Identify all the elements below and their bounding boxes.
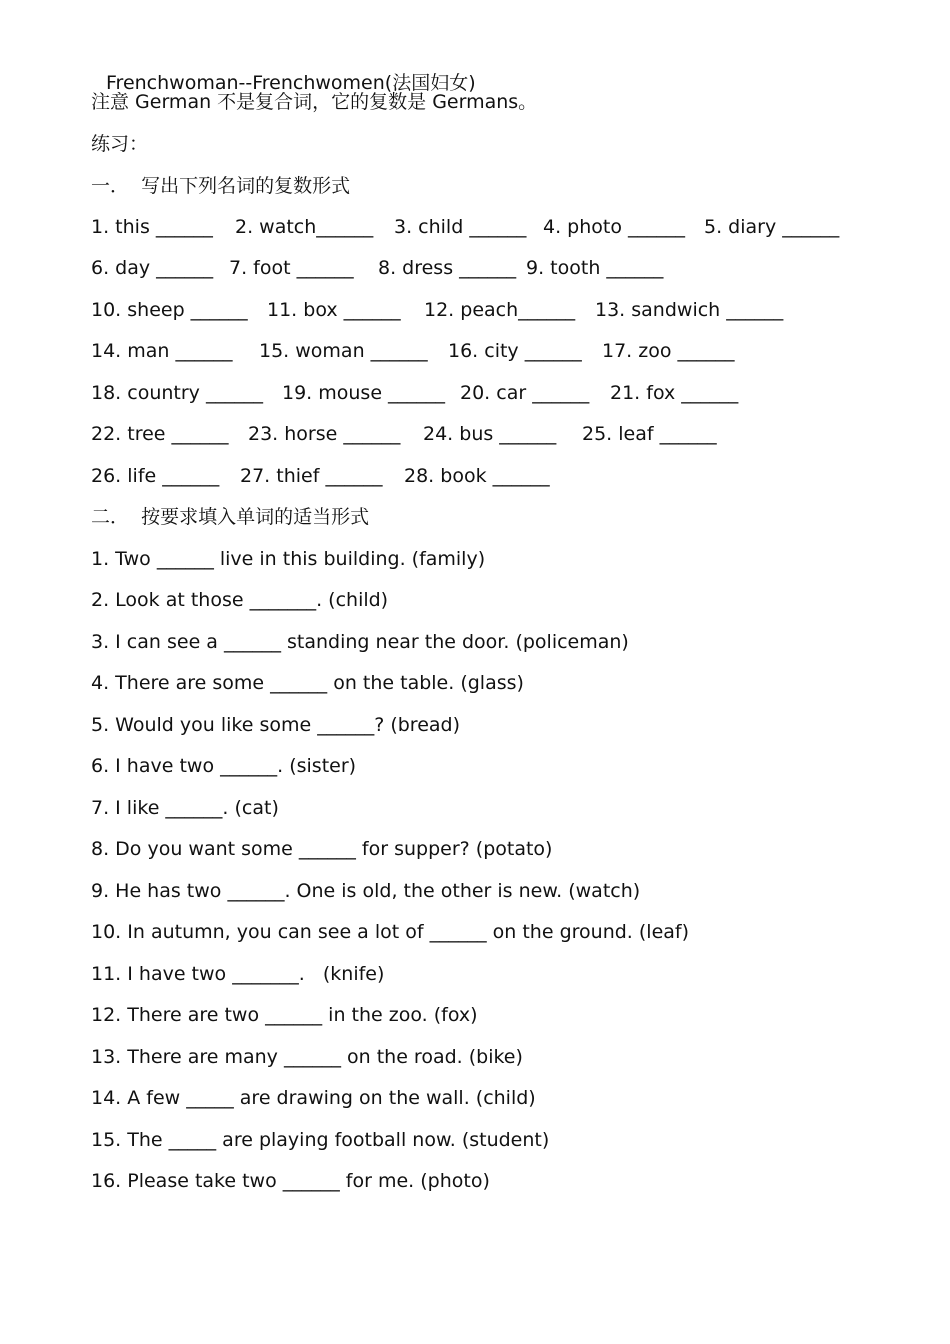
sentence-exercise-item: 11. I have two _______. (knife)	[91, 963, 385, 985]
plural-exercise-item: 5. diary ______	[704, 216, 840, 238]
section2-heading: 二． 按要求填入单词的适当形式	[91, 506, 370, 528]
plural-exercise-item: 3. child ______	[394, 216, 527, 238]
plural-exercise-item: 27. thief ______	[240, 465, 383, 487]
section1-row	[91, 381, 891, 405]
plural-exercise-item: 4. photo ______	[543, 216, 686, 238]
sentence-exercise-item: 3. I can see a ______ standing near the door. (policeman)	[91, 631, 629, 653]
plural-exercise-item: 2. watch______	[235, 216, 374, 238]
sentence-exercise-item: 10. In autumn, you can see a lot of ______ on the ground. (leaf)	[91, 921, 690, 943]
sentence-exercise-item: 5. Would you like some ______? (bread)	[91, 714, 461, 736]
plural-exercise-item: 15. woman ______	[259, 340, 428, 362]
sentence-exercise-item: 6. I have two ______. (sister)	[91, 755, 357, 777]
section1-row	[91, 256, 891, 280]
sentence-exercise-item: 15. The _____ are playing football now. (student)	[91, 1129, 550, 1151]
plural-exercise-item: 7. foot ______	[229, 257, 354, 279]
plural-exercise-item: 21. fox ______	[610, 382, 739, 404]
plural-exercise-item: 28. book ______	[404, 465, 550, 487]
plural-exercise-item: 24. bus ______	[423, 423, 557, 445]
plural-exercise-item: 16. city ______	[448, 340, 582, 362]
sentence-exercise-item: 14. A few _____ are drawing on the wall. (child)	[91, 1087, 536, 1109]
plural-exercise-item: 26. life ______	[91, 465, 220, 487]
sentence-exercise-item: 1. Two ______ live in this building. (family)	[91, 548, 486, 570]
plural-exercise-item: 1. this ______	[91, 216, 213, 238]
section1-row	[91, 298, 891, 322]
plural-exercise-item: 10. sheep ______	[91, 299, 248, 321]
plural-exercise-item: 9. tooth ______	[526, 257, 664, 279]
plural-exercise-item: 22. tree ______	[91, 423, 229, 445]
plural-exercise-item: 11. box ______	[267, 299, 401, 321]
plural-exercise-item: 20. car ______	[460, 382, 590, 404]
section1-row	[91, 215, 891, 239]
sentence-exercise-item: 9. He has two ______. One is old, the other is new. (watch)	[91, 880, 641, 902]
sentence-exercise-item: 7. I like ______. (cat)	[91, 797, 279, 819]
intro-example-line: Frenchwoman--Frenchwomen(法国妇女)	[106, 72, 476, 94]
section1-row	[91, 339, 891, 363]
sentence-exercise-item: 16. Please take two ______ for me. (photo)	[91, 1170, 490, 1192]
plural-exercise-item: 23. horse ______	[248, 423, 401, 445]
sentence-exercise-item: 8. Do you want some ______ for supper? (potato)	[91, 838, 553, 860]
plural-exercise-item: 18. country ______	[91, 382, 263, 404]
plural-exercise-item: 12. peach______	[424, 299, 576, 321]
section1-row	[91, 422, 891, 446]
sentence-exercise-item: 12. There are two ______ in the zoo. (fox)	[91, 1004, 478, 1026]
plural-exercise-item: 17. zoo ______	[602, 340, 735, 362]
plural-exercise-item: 6. day ______	[91, 257, 214, 279]
section1-row	[91, 464, 891, 488]
plural-exercise-item: 25. leaf ______	[582, 423, 717, 445]
practice-label: 练习：	[91, 133, 149, 155]
plural-exercise-item: 8. dress ______	[378, 257, 517, 279]
intro-note-line: 注意 German 不是复合词，它的复数是 Germans。	[91, 91, 538, 113]
sentence-exercise-item: 2. Look at those _______. (child)	[91, 589, 389, 611]
sentence-exercise-item: 4. There are some ______ on the table. (glass)	[91, 672, 524, 694]
plural-exercise-item: 14. man ______	[91, 340, 233, 362]
plural-exercise-item: 19. mouse ______	[282, 382, 446, 404]
section1-heading: 一． 写出下列名词的复数形式	[91, 175, 351, 197]
sentence-exercise-item: 13. There are many ______ on the road. (bike)	[91, 1046, 523, 1068]
plural-exercise-item: 13. sandwich ______	[595, 299, 784, 321]
